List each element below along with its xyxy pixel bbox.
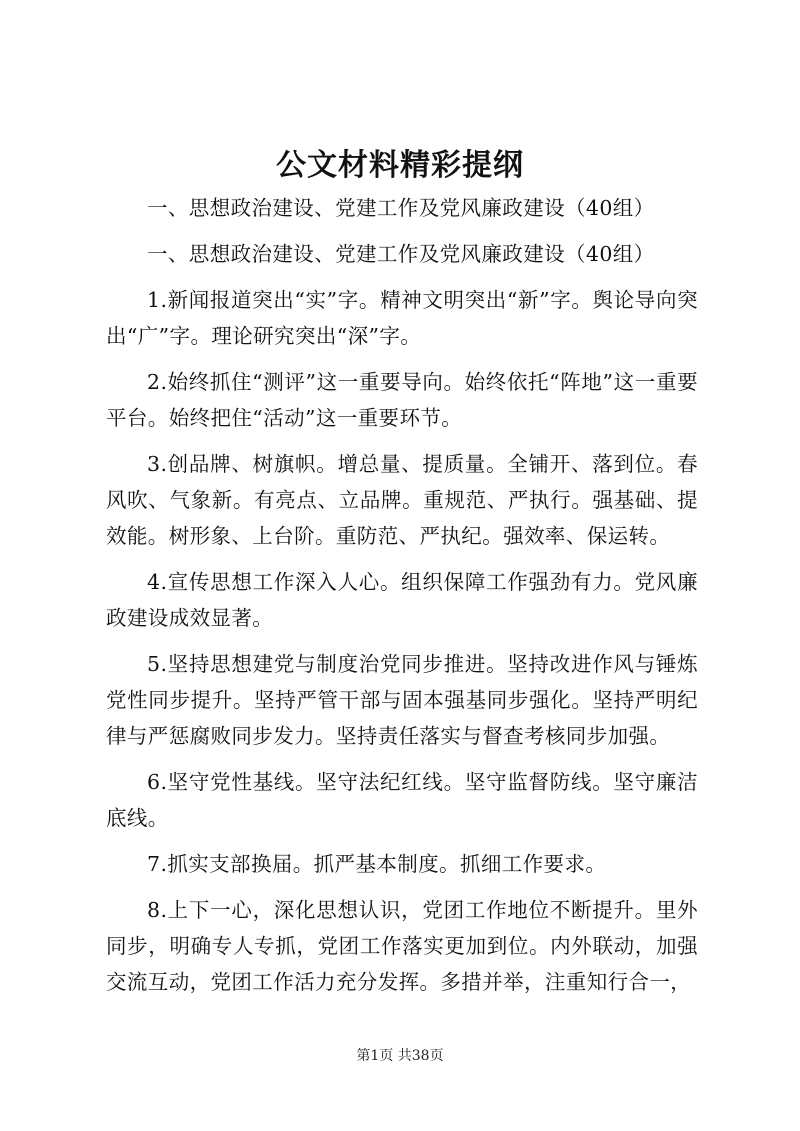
document-body xyxy=(106,190,698,1010)
page-number-footer: 第1页 共38页 xyxy=(356,1048,444,1064)
paragraph-4: 4.宣传思想工作深入人心。组织保障工作强劲有力。党风廉政建设成效显著。 xyxy=(106,570,698,630)
document-title: 公文材料精彩提纲 xyxy=(276,148,524,183)
paragraph-8: 8.上下一心，深化思想认识，党团工作地位不断提升。里外同步，明确专人专抓，党团工作落实更加到位。内外联动，加强交流互动，党团工作活力充分发挥。多措并举，注重知行合一， xyxy=(106,898,698,994)
paragraph-section-heading: 一、思想政治建设、党建工作及党风廉政建设（40组） xyxy=(147,196,655,220)
paragraph-2: 2.始终抓住“测评”这一重要导向。始终依托“阵地”这一重要平台。始终把住“活动”这一重要环节。 xyxy=(106,370,698,430)
paragraph-section-heading-repeat: 一、思想政治建设、党建工作及党风廉政建设（40组） xyxy=(147,242,655,266)
paragraph-1: 1.新闻报道突出“实”字。精神文明突出“新”字。舆论导向突出“广”字。理论研究突出“深”字。 xyxy=(106,288,698,348)
paragraph-3: 3.创品牌、树旗帜。增总量、提质量。全铺开、落到位。春风吹、气象新。有亮点、立品牌。重规范、严执行。强基础、提效能。树形象、上台阶。重防范、严执纪。强效率、保运转。 xyxy=(106,452,698,548)
paragraph-5: 5.坚持思想建党与制度治党同步推进。坚持改进作风与锤炼党性同步提升。坚持严管干部与固本强基同步强化。坚持严明纪律与严惩腐败同步发力。坚持责任落实与督查考核同步加强。 xyxy=(106,652,698,748)
paragraph-6: 6.坚守党性基线。坚守法纪红线。坚守监督防线。坚守廉洁底线。 xyxy=(106,770,698,830)
paragraph-7: 7.抓实支部换届。抓严基本制度。抓细工作要求。 xyxy=(147,852,607,876)
